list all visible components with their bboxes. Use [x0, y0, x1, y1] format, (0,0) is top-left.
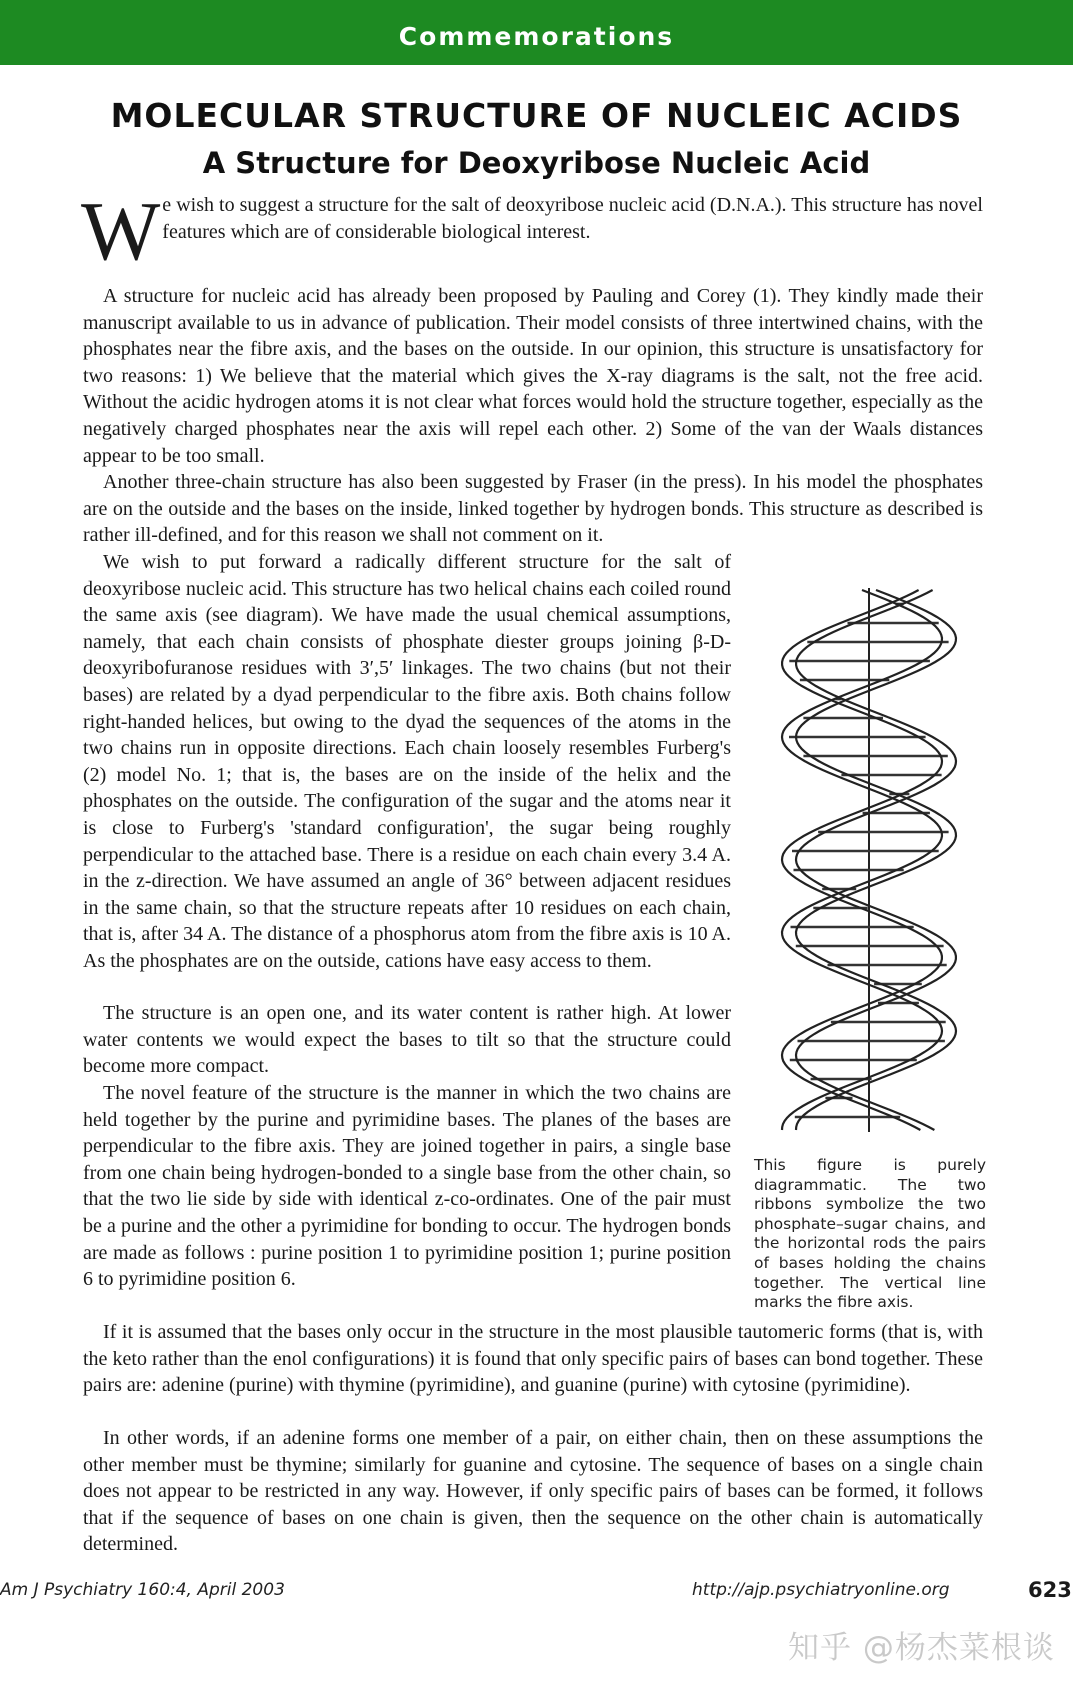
section-banner: Commemorations	[0, 0, 1073, 65]
journal-citation: Am J Psychiatry 160:4, April 2003	[0, 1580, 285, 1600]
paragraph-6: The novel feature of the structure is the manner in which the two chains are held together by the purine and pyrimidine bases. The planes of the bases are perpendicular to the fibre axis. They are joined together in pairs, a single base from one chain being hydrogen-bonded to a single base from the other chain, so that the two lie side by side with identical z-co-ordinates. One of the pair must be a purine and the other a pyrimidine for bonding to occur. The hydrogen bonds are made as follows : purine position 1 to pyrimidine position 1; purine position 6 to pyrimidine position 6.	[83, 1082, 731, 1291]
paragraph-2: A structure for nucleic acid has already been proposed by Pauling and Corey (1). They kindly made their manuscript available to us in advance of publication. Their model consists of three intertwined chains, with the phosphates near the fibre axis, and the bases on the outside. In our opinion, this structure is unsatisfactory for two reasons: 1) We believe that the material which gives the X-ray diagrams is the salt, not the free acid. Without the acidic hydrogen atoms it is not clear what forces would hold the structure together, especially as the negatively charged phosphates near the axis will repel each other. 2) Some of the van der Waals distances appear to be too small.	[83, 285, 983, 467]
dna-double-helix-figure	[770, 580, 980, 1140]
strand-a-edge-2	[796, 590, 956, 1130]
paragraph-3: Another three-chain structure has also been suggested by Fraser (in the press). In his model the phosphates are on the outside and the bases on the inside, linked together by hydrogen bonds. This structure as described is rather ill-defined, and for this reason we shall not comment on it.	[83, 471, 983, 547]
paragraph-1	[81, 185, 983, 278]
paragraph-4: We wish to put forward a radically different structure for the salt of deoxyribose nucleic acid. This structure has two helical chains each coiled round the same axis (see diagram). We have made the usual chemical assumptions, namely, that each chain consists of phosphate diester groups joining β-D-deoxyribofuranose residues with 3′,5′ linkages. The two chains (but not their bases) are related by a dyad perpendicular to the fibre axis. Both chains follow right-handed helices, but owing to the dyad the sequences of the atoms in the two chains run in opposite directions. Each chain loosely resembles Furberg's (2) model No. 1; that is, the bases are on the inside of the helix and the phosphates on the outside. The configuration of the sugar and the atoms near it is close to Furberg's 'standard configuration', the sugar being roughly perpendicular to the attached base. There is a residue on each chain every 3.4 A. in the z-direction. We have assumed an angle of 36° between adjacent residues in the same chain, so that the structure repeats after 10 residues on each chain, that is, after 34 A. The distance of a phosphorus atom from the fibre axis is 10 A. As the phosphates are on the outside, cations have easy access to them.	[83, 551, 731, 972]
article-subtitle: A Structure for Deoxyribose Nucleic Acid	[202, 146, 871, 180]
paragraph-5: The structure is an open one, and its water content is rather high. At lower water contents we would expect the bases to tilt so that the structure could become more compact.	[83, 1002, 731, 1078]
zhihu-watermark: 知乎 @杨杰菜根谈	[788, 1630, 1055, 1666]
paragraph-8: In other words, if an adenine forms one member of a pair, on either chain, then on these assumptions the other member must be thymine; similarly for guanine and cytosine. The sequence of bases on a single chain does not appear to be restricted in any way. However, if only specific pairs of bases can be formed, it follows that if the sequence of bases on one chain is given, then the sequence on the other chain is automatically determined.	[83, 1427, 983, 1556]
figure-caption: This figure is purely diagrammatic. The two ribbons symbolize the two phosphate–sugar chains, and the horizontal rods the pairs of bases holding the chains together. The vertical line marks the fibre axis.	[754, 1156, 986, 1312]
journal-url[interactable]: http://ajp.psychiatryonline.org	[692, 1580, 950, 1600]
article-title: MOLECULAR STRUCTURE OF NUCLEIC ACIDS	[110, 96, 963, 135]
page-number: 623	[1028, 1578, 1072, 1602]
paragraph-1-text: e wish to suggest a structure for the salt of deoxyribose nucleic acid (D.N.A.). This structure has novel features which are of considerable biological interest.	[162, 194, 983, 243]
drop-cap: W	[81, 185, 161, 278]
paragraph-7: If it is assumed that the bases only occur in the structure in the most plausible tautomeric forms (that is, with the keto rather than the enol configurations) it is found that only specific pairs of bases can bond together. These pairs are: adenine (purine) with thymine (pyrimidine), and guanine (purine) with cytosine (pyrimidine).	[83, 1321, 983, 1397]
